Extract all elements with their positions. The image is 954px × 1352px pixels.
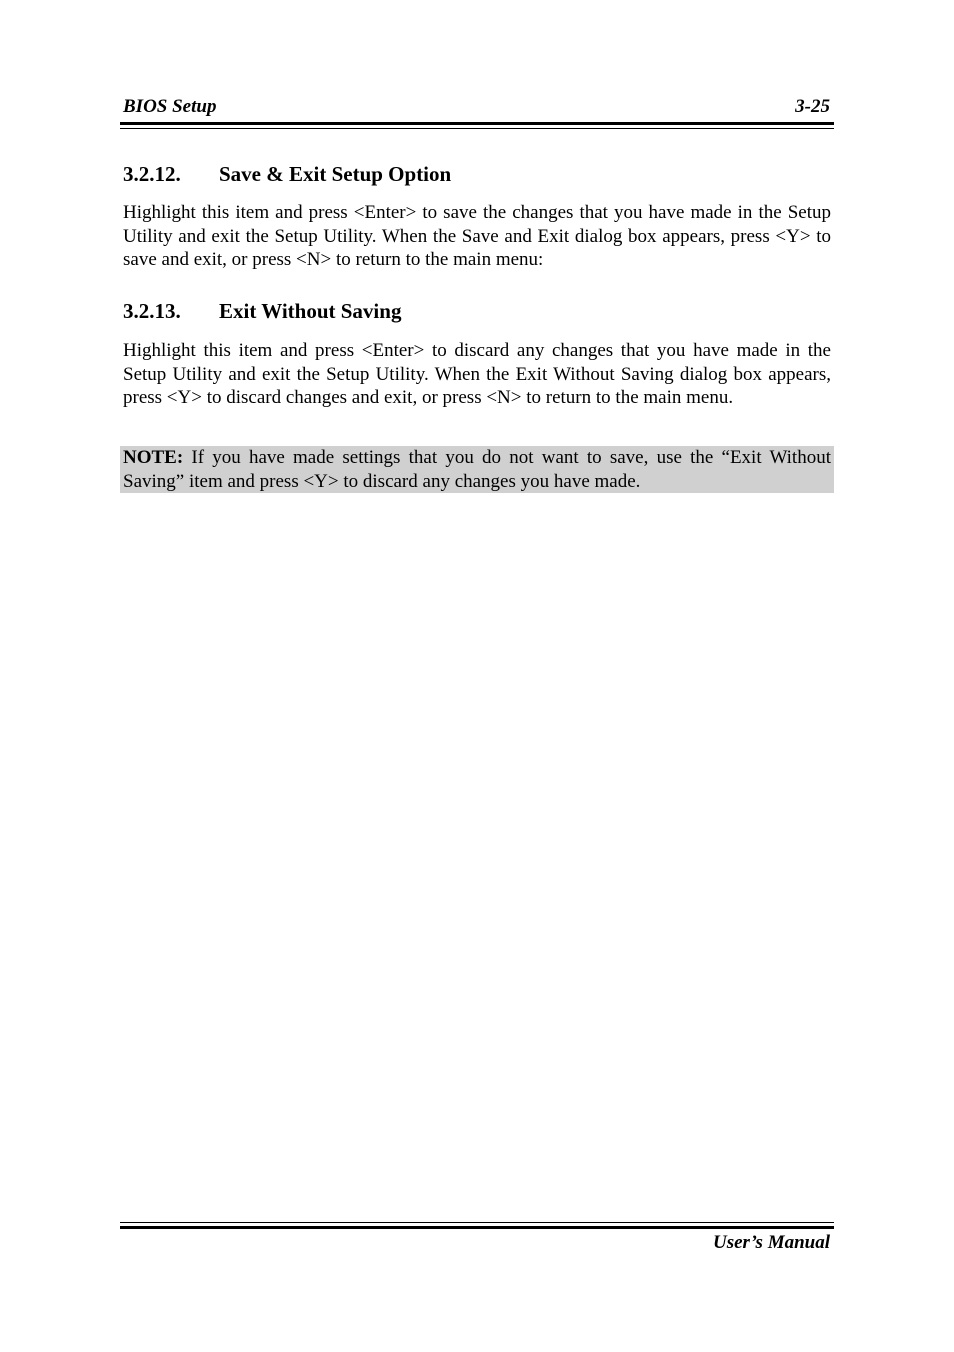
section-title: Exit Without Saving	[219, 299, 402, 323]
document-page	[120, 0, 834, 1352]
note-box	[120, 446, 834, 493]
note-paragraph	[123, 446, 831, 493]
section-number: 3.2.13.	[123, 299, 181, 323]
page-header	[120, 96, 834, 120]
note-text: If you have made settings that you do not want to save, use the “Exit Without Saving” item and press <Y> to discard any changes you have made.	[123, 447, 831, 492]
header-rule-thin	[120, 128, 834, 129]
section-title: Save & Exit Setup Option	[219, 162, 452, 186]
section-body-exit-without-saving: Highlight this item and press <Enter> to discard any changes that you have made in the Setup Utility and exit the Setup Utility. When the Exit Without Saving dialog box appears, press <Y> to discard changes and exit, or press <N> to return to the main menu.	[123, 340, 831, 408]
header-page-number: 3-25	[795, 96, 830, 117]
footer-rule-thick	[120, 1226, 834, 1229]
header-title: BIOS Setup	[123, 96, 217, 117]
footer-title: User’s Manual	[712, 1232, 830, 1253]
footer-rule-thin	[120, 1222, 834, 1223]
note-label: NOTE:	[123, 447, 184, 468]
section-body-save-exit: Highlight this item and press <Enter> to save the changes that you have made in the Setup Utility and exit the Setup Utility. When the Save and Exit dialog box appears, press <Y> to save and exit, or press <N> to return to the main menu:	[123, 202, 831, 270]
section-number: 3.2.12.	[123, 162, 181, 186]
header-rule-thick	[120, 122, 834, 125]
